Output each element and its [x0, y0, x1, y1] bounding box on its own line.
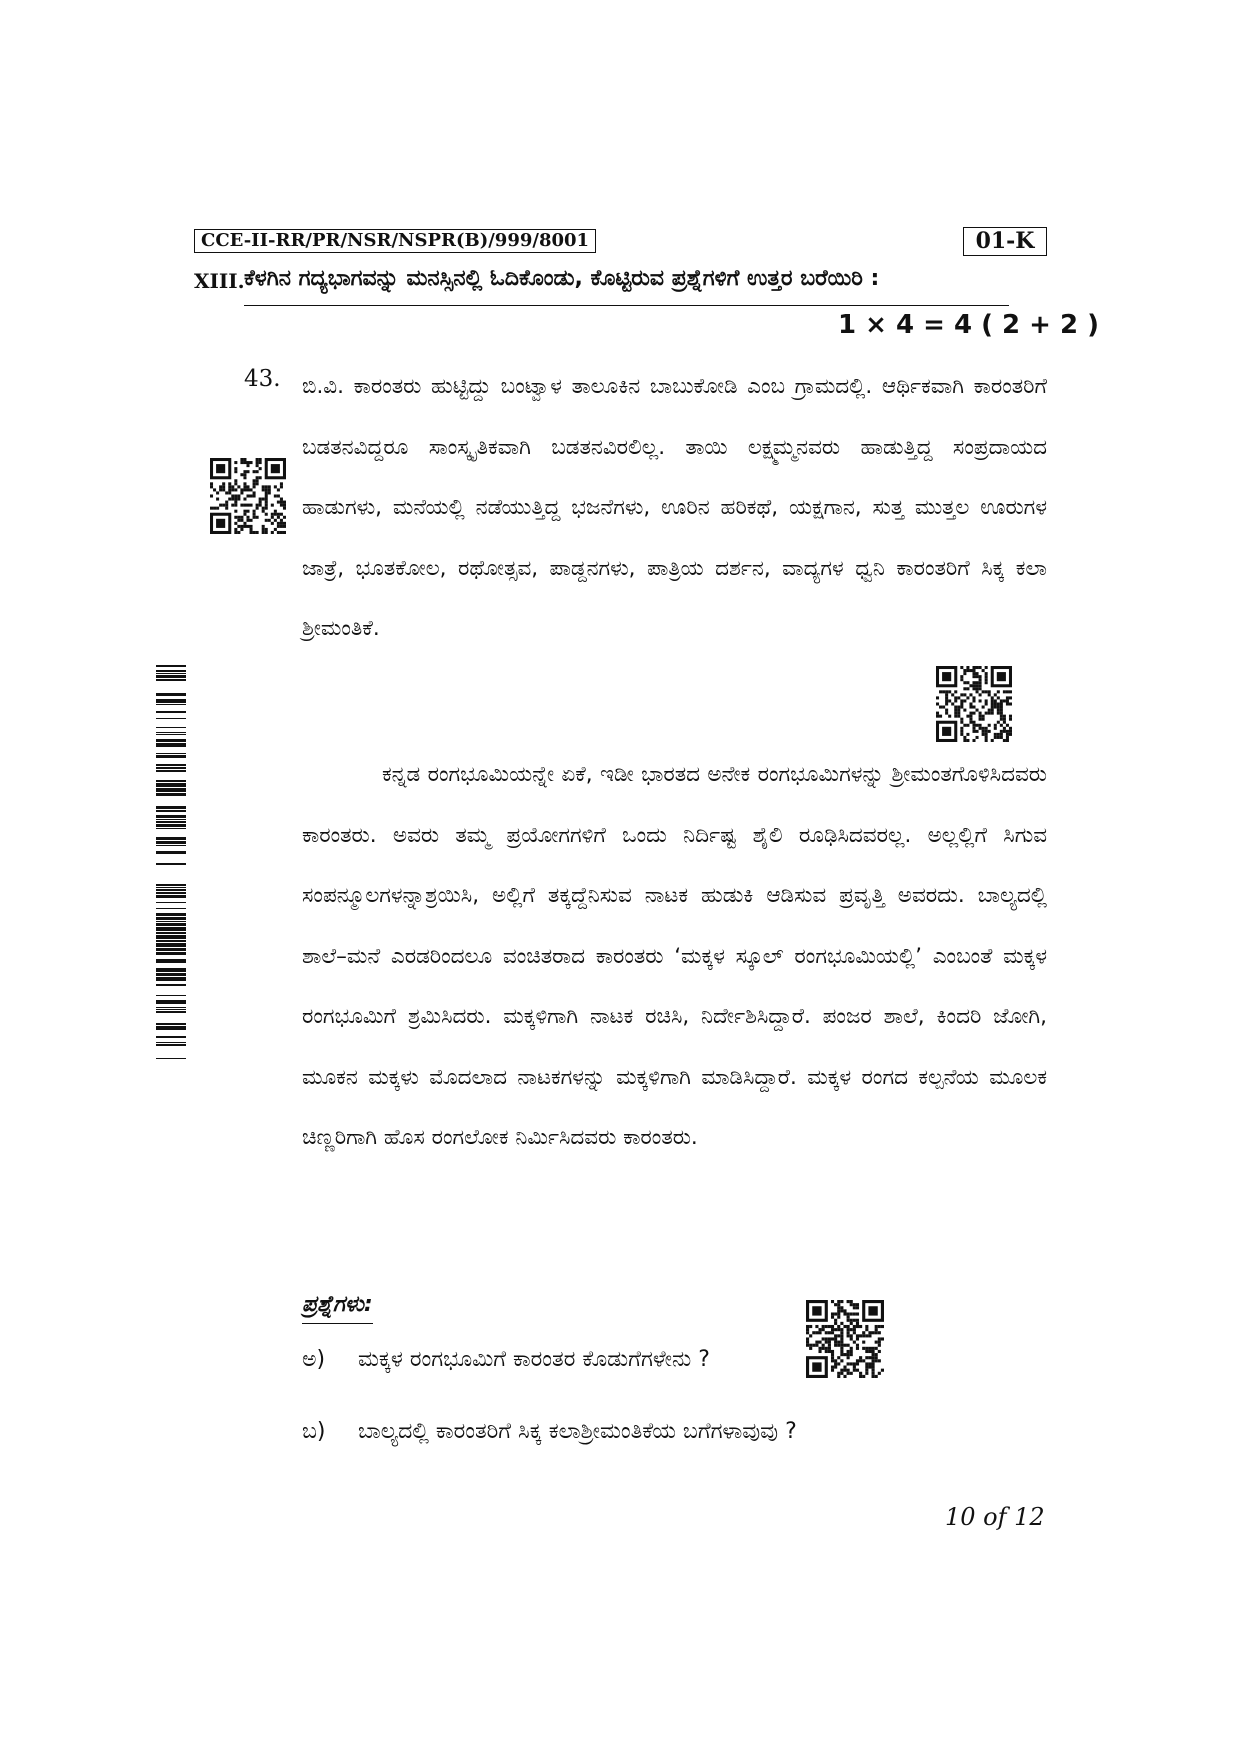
- sub-question-label: ಅ): [302, 1347, 326, 1372]
- sub-question-text: ಮಕ್ಕಳ ರಂಗಭೂಮಿಗೆ ಕಾರಂತರ ಕೊಡುಗೆಗಳೇನು ?: [358, 1347, 710, 1372]
- sub-question-text: ಬಾಲ್ಯದಲ್ಲಿ ಕಾರಂತರಿಗೆ ಸಿಕ್ಕ ಕಲಾಶ್ರೀಮಂತಿಕೆಯ ಬಗೆಗಳಾವುವು ?: [358, 1419, 797, 1444]
- marks-scheme: 1 × 4 = 4 ( 2 + 2 ): [838, 310, 1100, 340]
- sub-question-label: ಬ): [302, 1419, 326, 1444]
- paper-id-box: 01-K: [963, 227, 1047, 256]
- passage-paragraph-2: ಕನ್ನಡ ರಂಗಭೂಮಿಯನ್ನೇ ಏಕೆ, ಇಡೀ ಭಾರತದ ಅನೇಕ ರಂಗಭೂಮಿಗಳನ್ನು ಶ್ರೀಮಂತಗೊಳಿಸಿದವರು ಕಾರಂತರು. ಅವರು ತಮ್ಮ ಪ್ರಯೋಗಗಳಿಗೆ ಒಂದು ನಿರ್ದಿಷ್ಟ ಶೈಲಿ ರೂಢಿಸಿದವರಲ್ಲ. ಅಲ್ಲಲ್ಲಿಗೆ ಸಿಗುವ ಸಂಪನ್ಮೂಲಗಳನ್ನಾಶ್ರಯಿಸಿ, ಅಲ್ಲಿಗೆ ತಕ್ಕದ್ದೆನಿಸುವ ನಾಟಕ ಹುಡುಕಿ ಆಡಿಸುವ ಪ್ರವೃತ್ತಿ ಅವರದು. ಬಾಲ್ಯದಲ್ಲಿ ಶಾಲೆ–ಮನೆ ಎರಡರಿಂದಲೂ ವಂಚಿತರಾದ ಕಾರಂತರು ‘ಮಕ್ಕಳ ಸ್ಕೂಲ್ ರಂಗಭೂಮಿಯಲ್ಲಿ’ ಎಂಬಂತೆ ಮಕ್ಕಳ ರಂಗಭೂಮಿಗೆ ಶ್ರಮಿಸಿದರು. ಮಕ್ಕಳಿಗಾಗಿ ನಾಟಕ ರಚಿಸಿ, ನಿರ್ದೇಶಿಸಿದ್ದಾರೆ. ಪಂಜರ ಶಾಲೆ, ಕಿಂದರಿ ಜೋಗಿ, ಮೂಕನ ಮಕ್ಕಳು ಮೊದಲಾದ ನಾಟಕಗಳನ್ನು ಮಕ್ಕಳಿಗಾಗಿ ಮಾಡಿಸಿದ್ದಾರೆ. ಮಕ್ಕಳ ರಂಗದ ಕಲ್ಪನೆಯ ಮೂಲಕ ಚಿಣ್ಣರಿಗಾಗಿ ಹೊಸ ರಂಗಲೋಕ ನಿರ್ಮಿಸಿದವರು ಕಾರಂತರು.: [302, 762, 1047, 1150]
- sub-question-b: [302, 1419, 797, 1444]
- page-number: 10 of 12: [945, 1503, 1045, 1531]
- barcode-icon: [156, 665, 186, 1070]
- section-instruction: ಕೆಳಗಿನ ಗದ್ಯಭಾಗವನ್ನು ಮನಸ್ಸಿನಲ್ಲಿ ಓದಿಕೊಂಡು, ಕೊಟ್ಟಿರುವ ಪ್ರಶ್ನೆಗಳಿಗೆ ಉತ್ತರ ಬರೆಯಿರಿ :: [244, 266, 880, 291]
- question-paper-code: CCE-II-RR/PR/NSR/NSPR(B)/999/8001: [194, 229, 596, 253]
- passage-paragraph-1: ಬಿ.ವಿ. ಕಾರಂತರು ಹುಟ್ಟಿದ್ದು ಬಂಟ್ವಾಳ ತಾಲೂಕಿನ ಬಾಬುಕೋಡಿ ಎಂಬ ಗ್ರಾಮದಲ್ಲಿ. ಆರ್ಥಿಕವಾಗಿ ಕಾರಂತರಿಗೆ ಬಡತನವಿದ್ದರೂ ಸಾಂಸ್ಕೃತಿಕವಾಗಿ ಬಡತನವಿರಲಿಲ್ಲ. ತಾಯಿ ಲಕ್ಷ್ಮಮ್ಮನವರು ಹಾಡುತ್ತಿದ್ದ ಸಂಪ್ರದಾಯದ ಹಾಡುಗಳು, ಮನೆಯಲ್ಲಿ ನಡೆಯುತ್ತಿದ್ದ ಭಜನೆಗಳು, ಊರಿನ ಹರಿಕಥೆ, ಯಕ್ಷಗಾನ, ಸುತ್ತ ಮುತ್ತಲ ಊರುಗಳ ಜಾತ್ರೆ, ಭೂತಕೋಲ, ರಥೋತ್ಸವ, ಪಾಡ್ದನಗಳು, ಪಾತ್ರಿಯ ದರ್ಶನ, ವಾದ್ಯಗಳ ಧ್ವನಿ ಕಾರಂತರಿಗೆ ಸಿಕ್ಕ ಕಲಾ ಶ್ರೀಮಂತಿಕೆ.: [302, 374, 1047, 641]
- sub-question-a: [302, 1347, 710, 1372]
- qr-code-icon: [210, 458, 286, 534]
- qr-code-icon: [936, 666, 1012, 742]
- qr-code-icon: [806, 1300, 884, 1378]
- question-number: 43.: [244, 366, 281, 392]
- section-underline: [244, 305, 1009, 306]
- questions-heading: ಪ್ರಶ್ನೆಗಳು:: [302, 1292, 373, 1324]
- section-number: XIII.: [194, 269, 245, 293]
